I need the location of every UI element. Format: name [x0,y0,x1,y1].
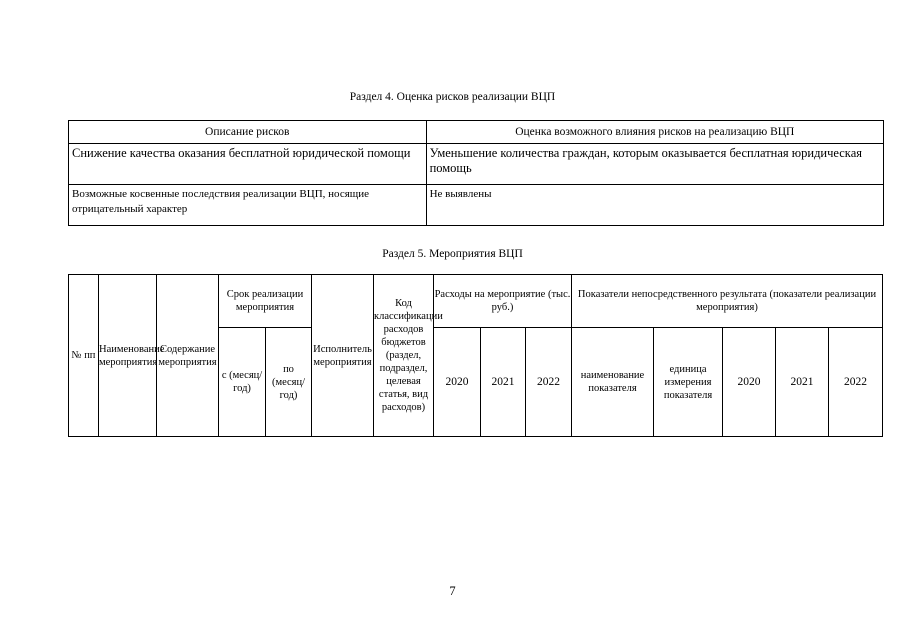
risk-header-impact: Оценка возможного влияния рисков на реализацию ВЦП [426,121,883,144]
header-expense-year: 2022 [526,328,572,437]
header-activity-content: Содержание мероприятия [157,275,219,437]
header-indicator-unit: единица измерения показателя [654,328,723,437]
header-term: Срок реализации мероприятия [219,275,312,328]
section4-title: Раздел 4. Оценка рисков реализации ВЦП [349,91,556,103]
header-expense-year: 2021 [481,328,526,437]
header-indicator-year: 2022 [829,328,883,437]
header-budget-code: Код классификации расходов бюджетов (раздел, подраздел, целевая статья, вид расходов) [374,275,434,437]
risk-description-cell: Возможные косвенные последствия реализации ВЦП, носящие отрицательный характер [69,185,427,226]
risk-impact-cell: Не выявлены [426,185,883,226]
risk-table-header-row [69,121,884,144]
section5-title: Раздел 5. Мероприятия ВЦП [382,248,523,260]
header-indicator-year: 2021 [776,328,829,437]
header-activity-name: Наименование мероприятия [99,275,157,437]
table-row [69,144,884,185]
risk-impact-cell: Уменьшение количества граждан, которым оказывается бесплатная юридическая помощь [426,144,883,185]
header-expenses: Расходы на мероприятие (тыс. руб.) [434,275,572,328]
header-term-from: с (месяц/год) [219,328,266,437]
risk-description-cell: Снижение качества оказания бесплатной юридической помощи [69,144,427,185]
page-number: 7 [449,584,456,598]
header-indicator-name: наименование показателя [572,328,654,437]
table-row [69,185,884,226]
activities-header-row [69,275,883,328]
header-indicators: Показатели непосредственного результата (показатели реализации мероприятия) [572,275,883,328]
risk-table [68,120,884,226]
header-expense-year: 2020 [434,328,481,437]
header-num: № пп [69,275,99,437]
header-indicator-year: 2020 [723,328,776,437]
activities-table [68,274,883,437]
header-term-to: по (месяц/год) [266,328,312,437]
risk-header-description: Описание рисков [69,121,427,144]
header-executor: Исполнитель мероприятия [312,275,374,437]
